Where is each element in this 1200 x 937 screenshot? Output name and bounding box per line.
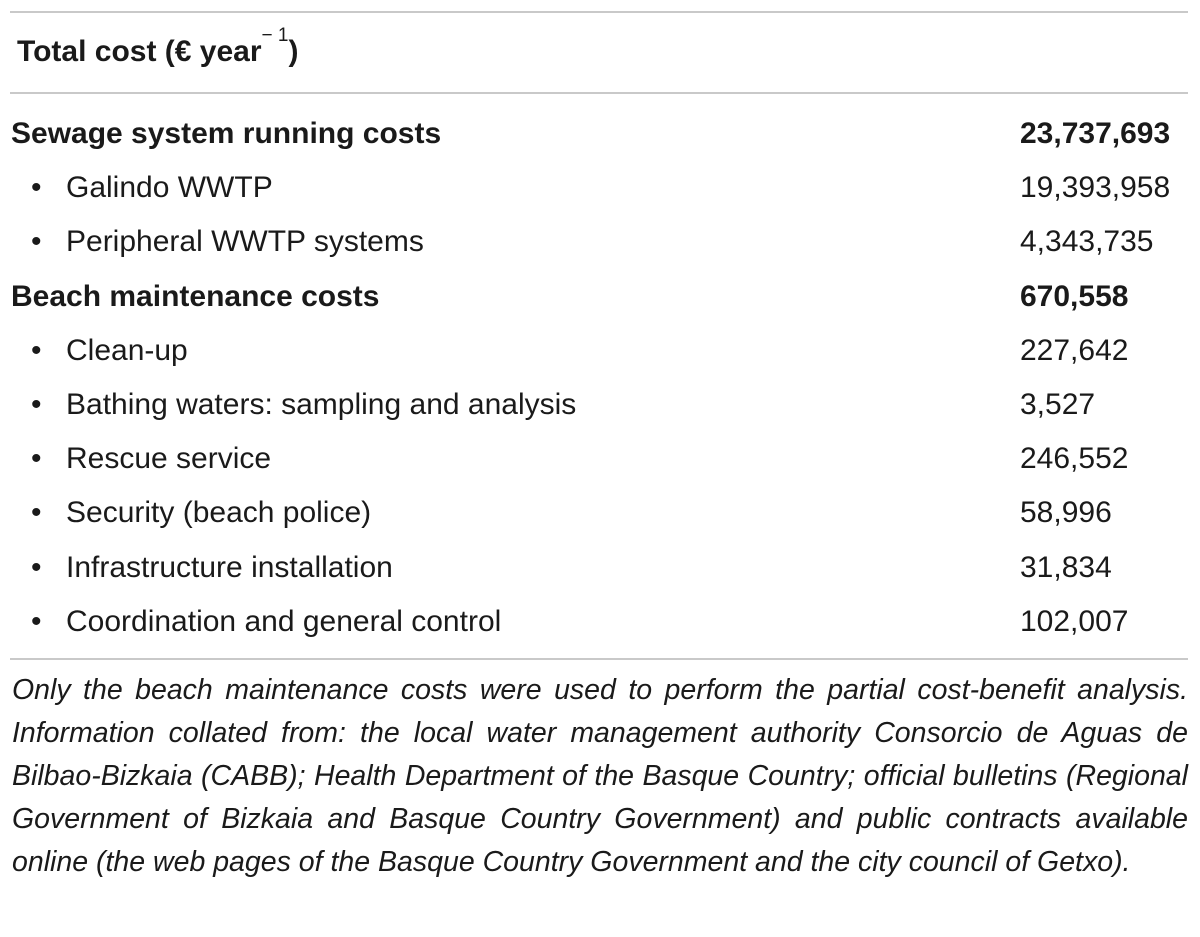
table-row	[0, 432, 1200, 486]
bullet-icon: •	[31, 496, 42, 530]
table-row	[0, 161, 1200, 215]
section-total: 23,737,693	[1020, 117, 1171, 150]
item-cost: 246,552	[1020, 442, 1129, 476]
table-row	[0, 215, 1200, 269]
item-cost: 31,834	[1020, 550, 1112, 584]
section-label: Beach maintenance costs	[11, 279, 380, 313]
table-top-rule	[10, 11, 1188, 13]
table-row	[0, 541, 1200, 595]
item-label: Rescue service	[66, 442, 272, 476]
bullet-icon: •	[31, 550, 42, 584]
item-label: Security (beach police)	[66, 496, 372, 530]
item-label: Clean-up	[66, 333, 188, 367]
table-bottom-rule	[10, 658, 1188, 660]
bullet-icon: •	[31, 225, 42, 259]
table-row	[0, 486, 1200, 540]
header-bottom-rule	[10, 92, 1188, 94]
item-cost: 227,642	[1020, 333, 1129, 367]
bullet-icon: •	[31, 442, 42, 476]
header-close: )	[288, 35, 299, 68]
bullet-icon: •	[31, 333, 42, 367]
table-footnote: Only the beach maintenance costs were used to perform the partial cost-benefit analysis. Information collated from: the local water management authority Consorcio de Aguas de Bilbao-Bizkaia (CABB); Health Department of the Basque Country; official bulletins (Regional Government of Bizkaia and Basque Country Government) and public contracts available online (the web pages of the Basque Country Government and the city council of Getxo).	[12, 674, 1188, 878]
section-total: 670,558	[1020, 279, 1129, 313]
item-label: Infrastructure installation	[66, 550, 393, 584]
item-label: Bathing waters: sampling and analysis	[66, 388, 577, 421]
bullet-icon: •	[31, 388, 42, 421]
section-label: Sewage system running costs	[11, 117, 442, 150]
bullet-icon: •	[31, 604, 42, 638]
item-label: Galindo WWTP	[66, 171, 273, 205]
header-title: Total cost (€ year	[17, 35, 262, 68]
item-label: Coordination and general control	[66, 604, 502, 638]
table-column-header	[17, 25, 299, 74]
table-row	[0, 595, 1200, 649]
item-cost: 58,996	[1020, 496, 1112, 530]
table-row	[0, 107, 1200, 161]
table-row	[0, 324, 1200, 378]
item-label: Peripheral WWTP systems	[66, 225, 424, 259]
table-row	[0, 378, 1200, 432]
item-cost: 3,527	[1020, 388, 1096, 421]
item-cost: 19,393,958	[1020, 171, 1171, 205]
item-cost: 4,343,735	[1020, 225, 1154, 259]
bullet-icon: •	[31, 171, 42, 205]
table-row	[0, 270, 1200, 324]
header-superscript: − 1	[261, 25, 289, 46]
item-cost: 102,007	[1020, 604, 1129, 638]
